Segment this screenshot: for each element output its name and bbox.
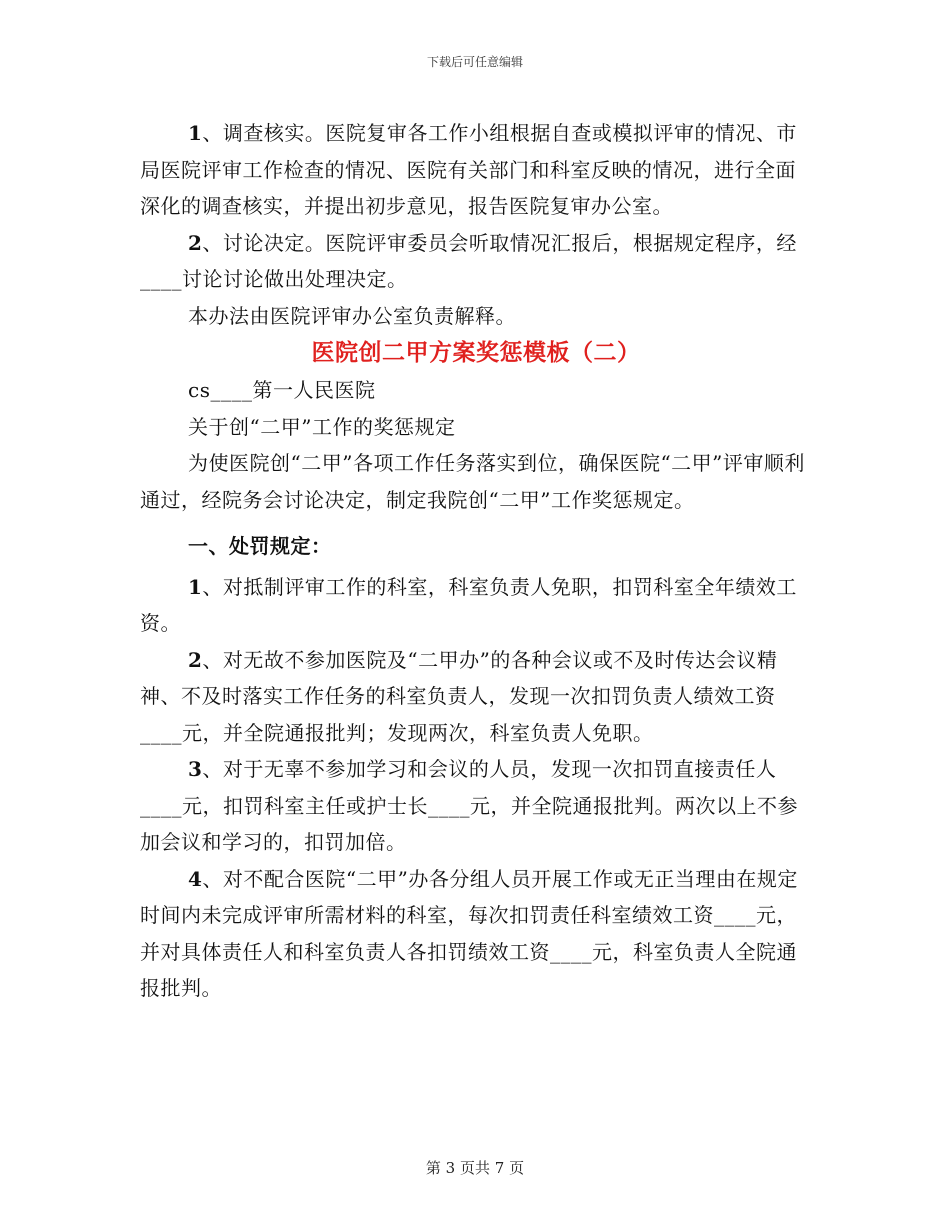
hospital-name: cs____第一人民医院 [188,378,376,402]
page-footer: 第 3 页共 7 页 [425,1159,525,1177]
penalty-text: 、对无故不参加医院及“二甲办”的各种会议或不及时传达会议精神、不及时落实工作任务的科室负责人，发现一次扣罚负责人绩效工资____元，并全院通报批判；发现两次，科室负责人免职。 [140,647,778,745]
closing-note: 本办法由医院评审办公室负责解释。 [188,303,516,328]
item-number: 1 [188,121,203,145]
regulation-subject: 关于创“二甲”工作的奖惩规定 [188,414,456,439]
penalty-item-2 [140,642,812,752]
penalty-item-1 [140,569,812,642]
paragraph-text: 、调查核实。医院复审各工作小组根据自查或模拟评审的情况、市局医院评审工作检查的情况、医院有关部门和科室反映的情况，进行全面深化的调查核实，并提出初步意见，报告医院复审办公室。 [140,121,797,218]
penalty-item-3 [140,751,812,861]
penalty-text: 、对于无辜不参加学习和会议的人员，发现一次扣罚直接责任人____元，扣罚科室主任或护士长____元，并全院通报批判。两次以上不参加会议和学习的，扣罚加倍。 [140,757,798,854]
paragraph-investigation [140,115,812,225]
item-number: 1 [188,574,203,599]
penalty-text: 、对不配合医院“二甲”办各分组人员开展工作或无正当理由在规定时间内未完成评审所需材料的科室，每次扣罚责任科室绩效工资____元，并对具体责任人和科室负责人各扣罚绩效工资____元，科室负责人全院通报批判。 [140,866,798,1000]
item-number: 3 [188,757,203,781]
preamble: 为使医院创“二甲”各项工作任务落实到位，确保医院“二甲”评审顺利通过，经院务会讨论决定，制定我院创“二甲”工作奖惩规定。 [140,451,805,512]
paragraph-decision [140,225,812,298]
document-title: 医院创二甲方案奖惩模板（二） [311,339,641,366]
item-number: 2 [188,230,203,255]
document-body [140,115,812,1007]
penalty-item-4 [140,861,812,1007]
page-header: 下载后可任意编辑 [426,55,523,69]
paragraph-text: 、讨论决定。医院评审委员会听取情况汇报后，根据规定程序，经____讨论讨论做出处理决定。 [140,230,797,291]
item-number: 2 [188,647,203,672]
item-number: 4 [188,866,203,891]
section-heading-penalties: 一、处罚规定： [188,534,332,558]
penalty-text: 、对抵制评审工作的科室，科室负责人免职，扣罚科室全年绩效工资。 [140,574,797,635]
